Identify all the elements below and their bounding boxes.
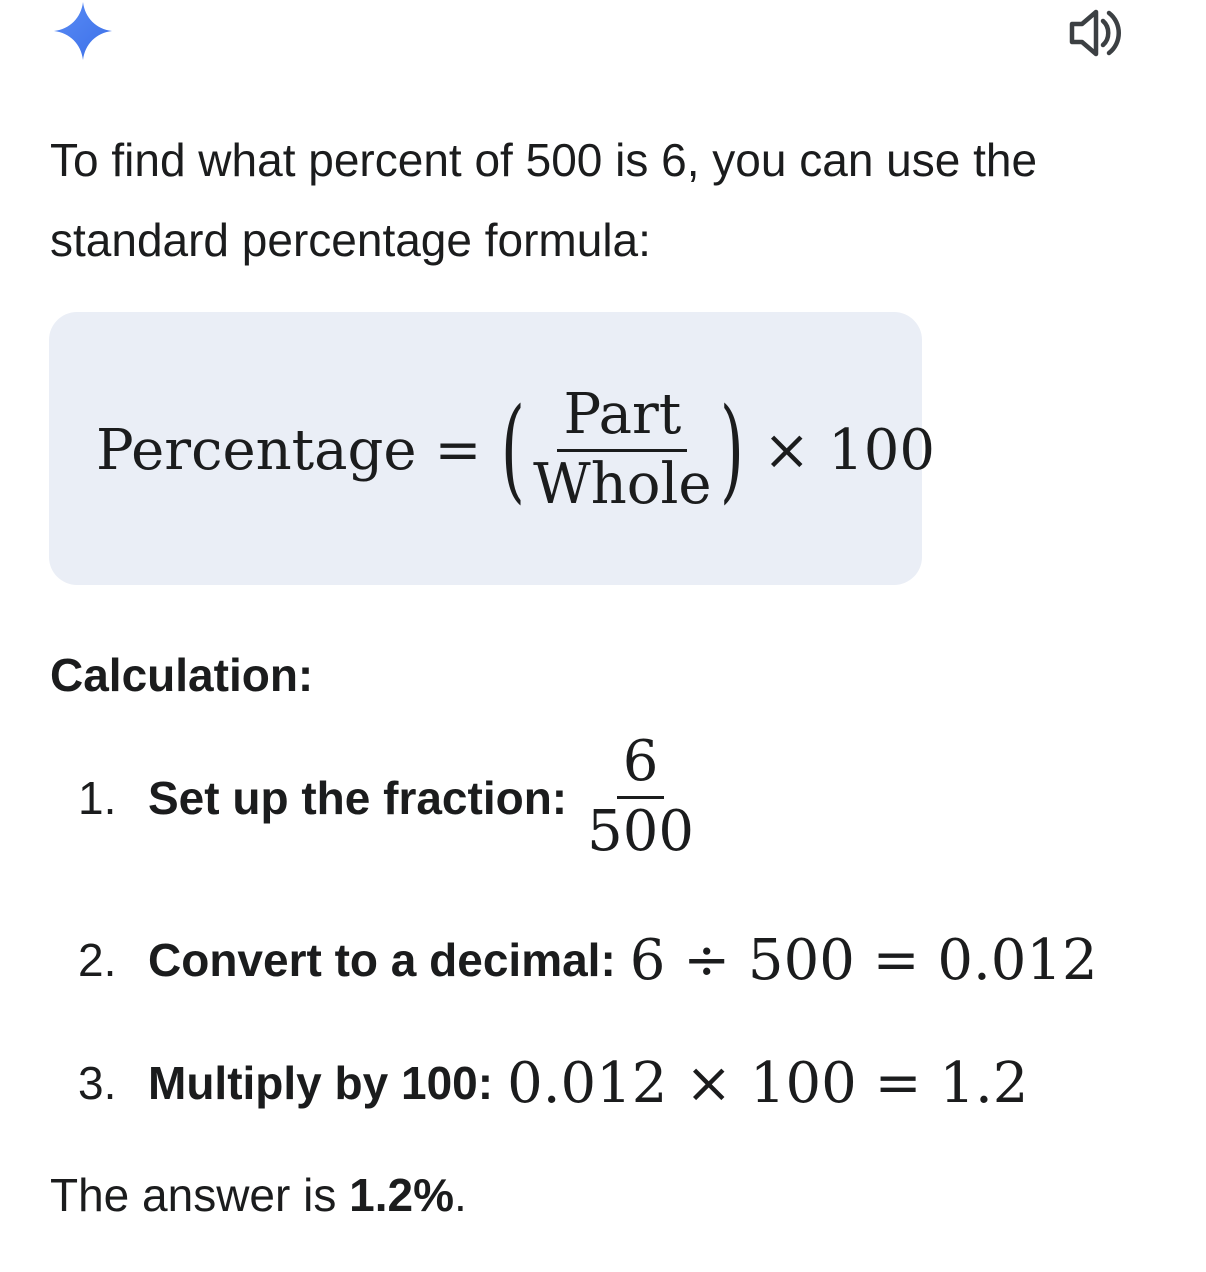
step-marker: 2. xyxy=(78,934,117,986)
percentage-formula xyxy=(96,380,935,520)
formula-open-paren: ( xyxy=(501,385,526,515)
step-fraction-numerator: 6 xyxy=(617,733,665,799)
calculation-heading: Calculation: xyxy=(50,649,314,701)
formula-fraction xyxy=(527,381,717,517)
step-title: Set up the fraction: xyxy=(148,771,568,824)
formula-times: × xyxy=(763,417,811,483)
formula-close-paren: ) xyxy=(719,385,744,515)
answer-suffix: . xyxy=(453,1169,467,1221)
intro-text: To find what percent of 500 is 6, you can use the standard percentage formula: xyxy=(50,134,1038,266)
step-fraction xyxy=(581,729,700,864)
step-item xyxy=(78,925,1098,995)
step-math: 0.012 × 100 = 1.2 xyxy=(507,1050,1029,1116)
step-fraction-denominator: 500 xyxy=(587,799,695,864)
step-title: Multiply by 100: xyxy=(148,1057,494,1109)
step-math: 6 ÷ 500 = 0.012 xyxy=(629,927,1098,993)
step-title: Convert to a decimal: xyxy=(148,934,616,986)
gemini-sparkle-icon xyxy=(52,0,114,62)
answer-value: 1.2% xyxy=(349,1169,454,1221)
formula-equals: = xyxy=(434,417,482,483)
formula-denominator: Whole xyxy=(533,451,712,517)
step-marker: 3. xyxy=(78,1057,117,1109)
answer-prefix: The answer is xyxy=(50,1169,350,1221)
formula-multiplier: 100 xyxy=(828,417,936,483)
formula-numerator: Part xyxy=(557,386,687,452)
formula-lhs: Percentage xyxy=(96,417,417,483)
speaker-icon[interactable] xyxy=(1066,5,1128,61)
step-item xyxy=(78,725,700,870)
answer-text xyxy=(50,1168,467,1222)
step-item xyxy=(78,1048,1028,1118)
step-marker: 1. xyxy=(78,771,117,824)
